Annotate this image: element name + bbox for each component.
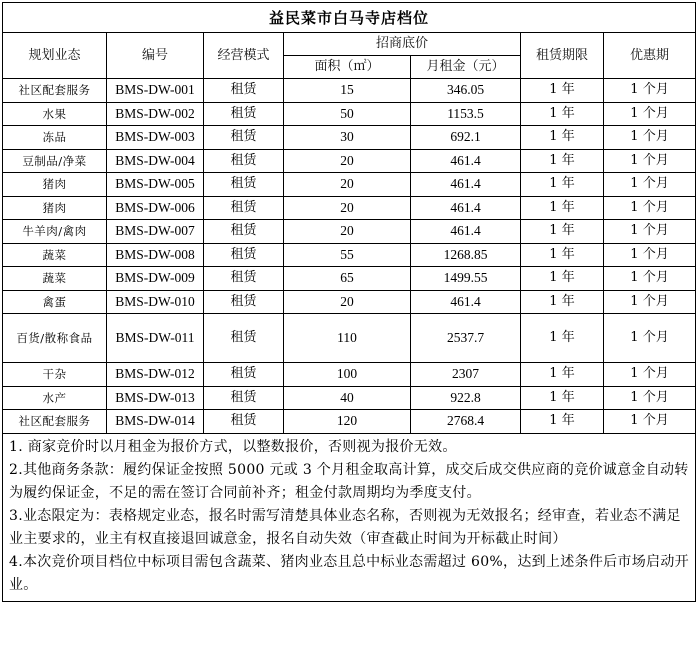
cell-code: BMS-DW-002 xyxy=(107,102,204,126)
cell-code: BMS-DW-004 xyxy=(107,149,204,173)
cell-monthly-rent: 461.4 xyxy=(411,173,521,197)
cell-mode: 租赁 xyxy=(204,220,284,244)
table-row xyxy=(3,243,696,267)
cell-discount: 1 个月 xyxy=(604,243,696,267)
header-discount: 优惠期 xyxy=(604,33,696,79)
cell-mode: 租赁 xyxy=(204,314,284,363)
cell-mode: 租赁 xyxy=(204,149,284,173)
cell-code: BMS-DW-007 xyxy=(107,220,204,244)
cell-discount: 1 个月 xyxy=(604,220,696,244)
cell-business-type: 豆制品/净菜 xyxy=(3,149,107,173)
cell-monthly-rent: 1268.85 xyxy=(411,243,521,267)
cell-business-type: 百货/散称食品 xyxy=(3,314,107,363)
cell-business-type: 猪肉 xyxy=(3,196,107,220)
cell-code: BMS-DW-003 xyxy=(107,126,204,150)
cell-area: 65 xyxy=(284,267,411,291)
header-code: 编号 xyxy=(107,33,204,79)
cell-code: BMS-DW-010 xyxy=(107,290,204,314)
cell-discount: 1 个月 xyxy=(604,196,696,220)
cell-area: 15 xyxy=(284,79,411,103)
cell-lease-term: 1 年 xyxy=(521,149,604,173)
cell-area: 100 xyxy=(284,363,411,387)
cell-discount: 1 个月 xyxy=(604,410,696,434)
cell-discount: 1 个月 xyxy=(604,126,696,150)
cell-discount: 1 个月 xyxy=(604,149,696,173)
cell-monthly-rent: 692.1 xyxy=(411,126,521,150)
cell-monthly-rent: 461.4 xyxy=(411,196,521,220)
stall-table xyxy=(2,2,696,602)
cell-discount: 1 个月 xyxy=(604,363,696,387)
cell-code: BMS-DW-014 xyxy=(107,410,204,434)
cell-mode: 租赁 xyxy=(204,79,284,103)
cell-lease-term: 1 年 xyxy=(521,267,604,291)
header-monthly-rent: 月租金（元） xyxy=(411,56,521,79)
note-item: 4.本次竞价项目档位中标项目需包含蔬菜、猪肉业态且总中标业态需超过 60%，达到上述条件后市场启动开业。 xyxy=(9,553,689,593)
cell-code: BMS-DW-012 xyxy=(107,363,204,387)
header-base-price: 招商底价 xyxy=(284,33,521,56)
cell-monthly-rent: 461.4 xyxy=(411,149,521,173)
cell-lease-term: 1 年 xyxy=(521,220,604,244)
cell-lease-term: 1 年 xyxy=(521,386,604,410)
cell-mode: 租赁 xyxy=(204,196,284,220)
note-item: 3.业态限定为：表格规定业态，报名时需写清楚具体业态名称，否则视为无效报名；经审查，若业态不满足业主要求的，业主有权直接退回诚意金，报名自动失效（审查截止时间为开标截止时间） xyxy=(9,507,681,547)
cell-lease-term: 1 年 xyxy=(521,173,604,197)
cell-monthly-rent: 2307 xyxy=(411,363,521,387)
note-item: 2.其他商务条款：履约保证金按照 5000 元或 3 个月租金取高计算，成交后成交供应商的竞价诚意金自动转为履约保证金，不足的需在签订合同前补齐；租金付款周期均为季度支付。 xyxy=(9,461,689,501)
cell-lease-term: 1 年 xyxy=(521,290,604,314)
cell-business-type: 禽蛋 xyxy=(3,290,107,314)
cell-business-type: 社区配套服务 xyxy=(3,79,107,103)
table-row xyxy=(3,126,696,150)
cell-area: 20 xyxy=(284,196,411,220)
cell-monthly-rent: 461.4 xyxy=(411,220,521,244)
cell-mode: 租赁 xyxy=(204,243,284,267)
cell-discount: 1 个月 xyxy=(604,102,696,126)
cell-mode: 租赁 xyxy=(204,173,284,197)
cell-area: 50 xyxy=(284,102,411,126)
table-row xyxy=(3,149,696,173)
cell-business-type: 水产 xyxy=(3,386,107,410)
table-row xyxy=(3,410,696,434)
table-row xyxy=(3,173,696,197)
table-row xyxy=(3,196,696,220)
table-row xyxy=(3,220,696,244)
note-item: 1. 商家竞价时以月租金为报价方式，以整数报价，否则视为报价无效。 xyxy=(9,438,457,455)
table-row xyxy=(3,79,696,103)
table-title: 益民菜市白马寺店档位 xyxy=(3,3,696,33)
cell-business-type: 社区配套服务 xyxy=(3,410,107,434)
cell-mode: 租赁 xyxy=(204,410,284,434)
cell-code: BMS-DW-011 xyxy=(107,314,204,363)
table-row xyxy=(3,102,696,126)
cell-monthly-rent: 346.05 xyxy=(411,79,521,103)
header-area: 面积（㎡） xyxy=(284,56,411,79)
cell-lease-term: 1 年 xyxy=(521,196,604,220)
cell-area: 20 xyxy=(284,290,411,314)
cell-lease-term: 1 年 xyxy=(521,102,604,126)
cell-discount: 1 个月 xyxy=(604,290,696,314)
cell-business-type: 冻品 xyxy=(3,126,107,150)
cell-business-type: 蔬菜 xyxy=(3,267,107,291)
cell-monthly-rent: 922.8 xyxy=(411,386,521,410)
cell-area: 110 xyxy=(284,314,411,363)
cell-area: 40 xyxy=(284,386,411,410)
cell-area: 20 xyxy=(284,149,411,173)
cell-business-type: 牛羊肉/禽肉 xyxy=(3,220,107,244)
cell-area: 20 xyxy=(284,173,411,197)
cell-code: BMS-DW-008 xyxy=(107,243,204,267)
cell-mode: 租赁 xyxy=(204,290,284,314)
cell-lease-term: 1 年 xyxy=(521,79,604,103)
table-row xyxy=(3,363,696,387)
notes-section xyxy=(3,433,696,601)
stall-listing-sheet xyxy=(2,2,695,602)
cell-code: BMS-DW-001 xyxy=(107,79,204,103)
header-business-type: 规划业态 xyxy=(3,33,107,79)
table-row xyxy=(3,386,696,410)
cell-monthly-rent: 2537.7 xyxy=(411,314,521,363)
cell-lease-term: 1 年 xyxy=(521,363,604,387)
cell-mode: 租赁 xyxy=(204,386,284,410)
cell-lease-term: 1 年 xyxy=(521,243,604,267)
cell-business-type: 蔬菜 xyxy=(3,243,107,267)
table-row xyxy=(3,314,696,363)
cell-code: BMS-DW-006 xyxy=(107,196,204,220)
cell-area: 120 xyxy=(284,410,411,434)
cell-mode: 租赁 xyxy=(204,363,284,387)
cell-lease-term: 1 年 xyxy=(521,314,604,363)
header-mode: 经营模式 xyxy=(204,33,284,79)
header-lease-term: 租赁期限 xyxy=(521,33,604,79)
cell-discount: 1 个月 xyxy=(604,173,696,197)
table-row xyxy=(3,290,696,314)
cell-mode: 租赁 xyxy=(204,267,284,291)
cell-mode: 租赁 xyxy=(204,126,284,150)
cell-code: BMS-DW-009 xyxy=(107,267,204,291)
cell-discount: 1 个月 xyxy=(604,314,696,363)
cell-area: 30 xyxy=(284,126,411,150)
cell-discount: 1 个月 xyxy=(604,267,696,291)
cell-business-type: 猪肉 xyxy=(3,173,107,197)
cell-code: BMS-DW-013 xyxy=(107,386,204,410)
cell-mode: 租赁 xyxy=(204,102,284,126)
cell-discount: 1 个月 xyxy=(604,386,696,410)
cell-lease-term: 1 年 xyxy=(521,410,604,434)
cell-monthly-rent: 461.4 xyxy=(411,290,521,314)
cell-monthly-rent: 1499.55 xyxy=(411,267,521,291)
table-row xyxy=(3,267,696,291)
cell-area: 55 xyxy=(284,243,411,267)
cell-area: 20 xyxy=(284,220,411,244)
cell-discount: 1 个月 xyxy=(604,79,696,103)
cell-business-type: 干杂 xyxy=(3,363,107,387)
cell-monthly-rent: 2768.4 xyxy=(411,410,521,434)
cell-monthly-rent: 1153.5 xyxy=(411,102,521,126)
cell-code: BMS-DW-005 xyxy=(107,173,204,197)
cell-business-type: 水果 xyxy=(3,102,107,126)
cell-lease-term: 1 年 xyxy=(521,126,604,150)
